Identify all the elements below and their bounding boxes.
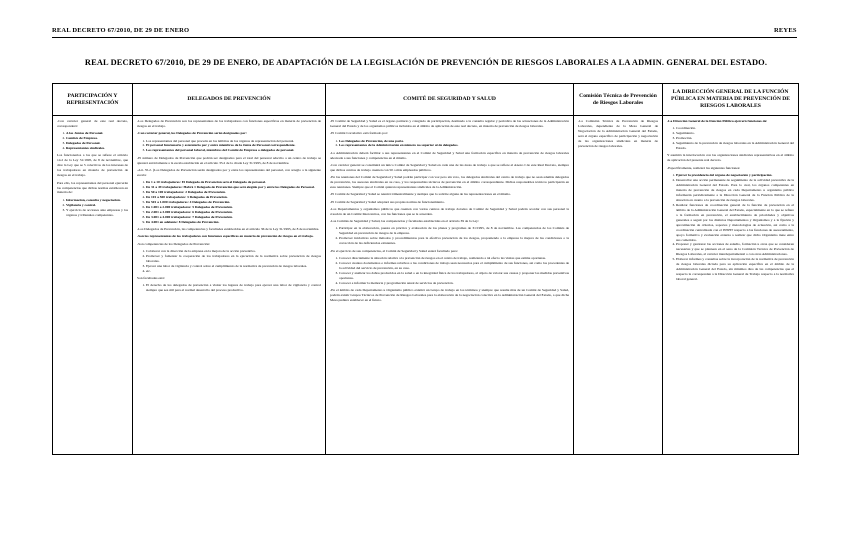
cell-direccion <box>663 116 799 455</box>
list-item: 1. El derecho de los delegados de prevención a visitar los lugares de trabajo para ejercer una labor de vigilancia y control siempre que sea útil para el normal desarrollo del proceso productivo. <box>146 283 321 293</box>
paragraph: -Los Delegados de Prevención, las competencias y facultades establecidas en el artículo 36 de la Ley 31/1995, de 8 de noviembre. <box>137 227 320 232</box>
paragraph: -Art. 35.2. (Los Delegados de Prevención serán designados por y entre los representantes del personal, con arreglo a la siguiente escala: <box>137 167 321 177</box>
paragraph: -Específicamente, realizará las siguientes funciones: <box>667 165 741 170</box>
column-header-direccion: LA DIRECCIÓN GENERAL DE LA FUNCIÓN PÚBLICA EN MATERIA DE PREVENCIÓN DE RIESGOS LABORALES <box>663 84 799 116</box>
list-item: 1. A las Juntas de Personal. <box>66 131 128 136</box>
list-item: 5. Elaborar informes y consultas sobre la incorporación de la normativa de prevención de riesgos laborales dictada para su aplicación específica en el ámbito de la Administración General del Estado, sin mínimos dios de las competencias que el respecto le corresponden a la Dirección General de Trabajo respecto a la normativa laboral general. <box>676 257 794 282</box>
paragraph: -En el ejercicio de sus competencias, el Comité de Seguridad y Salud estará facultado para: <box>330 248 458 253</box>
paragraph: -Con carácter general de este real decreto, corresponderá: <box>57 119 128 128</box>
list-item: 3. Conocer y analizar los daños producidos en la salud o en la integridad física de los trabajadores, al objeto de valorar sus causas y proponer las medidas preventivas oportunas. <box>339 271 569 281</box>
header-rule <box>52 37 797 38</box>
summary-table <box>52 83 799 455</box>
list-item: 6. De 1.001 a 2.000 trabajadores: 5 Delegados de Prevención. <box>146 205 321 210</box>
list-item: 4. Representantes sindicales. <box>66 146 128 151</box>
list-item: 2. Promover y fomentar la cooperación de los trabajadores en la ejecución de la normativa sobre prevención de riesgos laborales. <box>146 254 321 264</box>
list-item: 1. Coordinación. <box>676 126 794 131</box>
paragraph: -Con carácter general, los Delegados de Prevención serán designados por: <box>137 131 247 136</box>
list-item: 9. De 4.001 en adelante: 8 Delegados de Prevención. <box>146 220 321 225</box>
list-item: 2. Los representantes de la Administración en número no superior al de delegados. <box>339 143 569 148</box>
list-item: 1. Colaborar con la dirección de la empresa en la mejora de la acción preventiva. <box>146 249 321 254</box>
paragraph: Los funcionarios a los que se refiere el artículo 14.2 de la Ley 31/1995, de 8 de noviembre, que dice la Ley que se 5 colectivos de los intereses de los trabajadores en materia de prevención de riesgos en el trabajo. <box>57 153 128 178</box>
list-item: 5. De 501 a 1.000 trabajadores: 4 Delegados de Prevención. <box>146 200 321 205</box>
cell-comision <box>574 116 663 455</box>
list-item: 2. Desarrollar una acción permanente de seguimiento de la actividad preventiva de la Administración General del Estado. Para lo cual, los órganos competentes en materia de prevención de riesgos en cada Departamento u organismo público informarán periódicamente a la Dirección General de la Función Pública de la situación en cuanto a la prevención de riesgos laborales. <box>676 178 794 203</box>
list-item: 2. Vigilancia y control. <box>66 203 128 208</box>
list-item: 3. De 50 a 100 trabajadores: 2 Delegados de Prevención. <box>146 190 321 195</box>
paragraph: -La Comisión Técnica de Prevención de Riesgos Laborales, dependiente de la Mesa General de Negociación de la Administración General del Estado, será el órgano específico de participación y negociación de las organizaciones sindicales en materia de prevención de riesgos laborales. <box>578 119 658 148</box>
list-item: 1. Conocer directamente la situación relativa a la prevención de riesgos en el centro de trabajo, realizando a tal efecto las visitas que estime oportunas. <box>339 256 569 261</box>
list-item: 4. De 101 a 500 trabajadores: 3 Delegados de Prevención. <box>146 195 321 200</box>
paragraph: -El Comité de Seguridad y Salud adoptará sus propias normas de funcionamiento. <box>330 199 445 204</box>
paragraph: -El número de Delegados de Prevención que podrán ser designados para el total del personal adscrito a un centro de trabajo se ajustará estrictamente a la escala establecida en el artículo 35.2 de la citada Ley 31/1995, de 8 de noviembre. <box>137 155 321 165</box>
paragraph: -Son los representantes de los trabajadores con funciones específicas en materia de prevención de riesgos en el trabajo. <box>137 234 314 239</box>
list-item: 3. Delegados de Personal. <box>66 141 128 146</box>
cell-delegados <box>133 116 326 455</box>
paragraph: -Son competencias de los Delegados de Prevención: <box>137 241 211 246</box>
list-item: 2. De 31 a 49 trabajadores: Habrá 1 Delegado de Prevención que será elegido por y entre los Delegados de Personal. <box>146 185 321 190</box>
list-item: 1. Información, consulta y negociación. <box>66 198 128 203</box>
header-left: REAL DECRETO 67/2010, DE 29 DE ENERO <box>52 27 190 34</box>
paragraph: -El Comité Correlativo está formado por: <box>330 131 388 136</box>
list-item: 4. etc. <box>146 269 321 274</box>
list-item: 2. Comités de Empresa. <box>66 136 128 141</box>
paragraph: Son facultades está: <box>137 276 165 281</box>
list-item: 2. El personal funcionario y estatutario por y entre miembros de la Junta de Personal correspondiente. <box>146 143 321 148</box>
paragraph: -En el ámbito de cada Departamento u Organismo público existirá un Grupo de trabajo en los términos y siempre que resulte más de un Comité de Seguridad y Salud, podrán existir Grupos Técnicos de Prevención de Riesgos Laborales para la elaboración de la negociación colectiva en la Administración General del Estado, a que dicha Mesa pudiera establecer en el futuro. <box>330 287 569 302</box>
list-item: 3. Y ejercicio de acciones ante empresas y los órganos y tribunales competentes. <box>66 208 128 218</box>
column-header-comite: COMITÉ DE SEGURIDAD Y SALUD <box>326 84 574 116</box>
list-item: 1. De 1 a 10 trabajadores: El Delegado de Prevención será el Delegado de personal. <box>146 180 321 185</box>
list-item: 7. De 2.001 a 3.000 trabajadores: 6 Delegados de Prevención. <box>146 210 321 215</box>
list-item: 8. De 3.001 a 4.000 trabajadores: 7 Delegados de Prevención. <box>146 215 321 220</box>
paragraph: -El Comité de Seguridad y Salud es el órgano paritario y colegiado de participación, destinado a la consulta regular y periódica de las actuaciones de la Administración General del Estado y de los organismos públicos incluidos en el ámbito de aplicación de este real decreto, en materia de prevención de riesgos laborales. <box>330 119 569 128</box>
paragraph: Y asumirá la interlocución con las organizaciones sindicales representativas en el ámbito de aplicación del presente real decreto. <box>667 153 794 163</box>
paragraph: -El Comité de Seguridad y Salud se reunirá trimestralmente y siempre que lo solicite alguna de las representaciones en el mismo. <box>330 192 511 197</box>
list-item: 3. Realizar funciones de coordinación general de la función de prevención en el ámbito de la Administración General del Estado, especialmente en lo que se refiere a la formación en prevención, el establecimiento de prioridades y objetivos generales a seguir por los distintos Departamentos y Organismos y a la fijación y aproximación de criterios, soportes y metodologías de actuación, así como a la coordinación centralizada con el INSHT respecto a las funciones de asesoramiento, apoyo formativo y evaluación externa a realizar que dicho Organismo tiene entre sus cometidos. <box>676 203 794 243</box>
list-item: 1. Ejercer la presidencia del órgano de negociación y participación. <box>676 173 794 178</box>
list-item: 2. Seguimiento. <box>676 131 794 136</box>
list-item: 2. Promover iniciativas sobre métodos y procedimientos para la efectiva prevención de los riesgos, proponiendo a la empresa la mejora de las condiciones o la corrección de las deficiencias existentes. <box>339 236 569 246</box>
column-header-participacion: PARTICIPACIÓN Y REPRESENTACIÓN <box>53 84 133 116</box>
list-item: 1. Los representantes del personal que proceda en los ámbitos de los órganos de representación del personal. <box>146 139 321 144</box>
list-item: 2. Conocer cuantos documentos e informes relativos a las condiciones de trabajo sean necesarios para el cumplimiento de sus funciones, así como los procedentes de la actividad del servicio de prevención, en su caso. <box>339 261 569 271</box>
list-item: 4. Proponer y gestionar las acciones de estudio, formación u otras que se consideren necesarias y que se planteen en el seno de la Comisión Técnica de Prevención de Riesgos Laborales, al carácter interdepartamental o con otras Administraciones. <box>676 242 794 257</box>
paragraph: -Las Comités de Seguridad y Salud, las competencias y facultades establecidas en el artículo 39 de la Ley: <box>330 219 479 224</box>
paragraph: -Los Departamentos y organismos públicos que cuenten con varios centros de trabajo dotados de Comité de Seguridad y Salud podrán acordar con sus personal la creación de un Comité Intercentros, con las funciones que se le acuerden. <box>330 206 569 216</box>
paragraph: -La Administración deberá facilitar a sus representantes en el Comité de Seguridad y Salud una formación específica en materia de prevención de riesgos laborales adecuada a sus funciones y competencias en el mismo. <box>330 150 569 160</box>
list-item: 3. Los representantes del personal laboral, miembros del Comité de Empresa o delegados de personal. <box>146 148 321 153</box>
list-item: 3. Ejercer una labor de vigilancia y control sobre el cumplimiento de la normativa de prevención de riesgos laborales. <box>146 264 321 269</box>
list-item: 1. Los Delegados de Prevención, de una parte. <box>339 139 569 144</box>
paragraph: -Los Delegados de Prevención son los representantes de los trabajadores con funciones específicas en materia de prevención de riesgos en el trabajo. <box>137 119 321 128</box>
paragraph: -La Dirección General de la Función Pública ejercerá funciones de: <box>667 119 768 123</box>
paragraph: -En las reuniones del Comité de Seguridad y Salud podrán participar con voz pero sin voto, los delegados sindicales del centro de trabajo que no sean además delegados de prevención, los asesores sindicales en su caso, y los responsables técnicos de prevención en el ámbito correspondiente. Dichas responsables técnicos participarán en esas reuniones. Siempre que el Comité quieran representantes sindicales de la Administración. <box>330 175 569 190</box>
cell-participacion <box>53 116 133 455</box>
list-item: 1. Participar en la elaboración, puesta en práctica y evaluación de los planes y programas de 31/1995, de 8 de noviembre. Las competencias de los Comités de Seguridad en prevención de riesgos de la empresa. <box>339 226 569 236</box>
paragraph: Para ello, los representantes del personal ejercerán las competencias que dichas normas establecen en materia de: <box>57 180 128 195</box>
paragraph: -Con carácter general se constituirá un único Comité de Seguridad y Salud en cada una de las áreas de trabajo a que se refiere el Anexo I de este Real Decreto, siempre que dichos centros de trabajo cuenten con 50 o más empleados públicos. <box>330 162 569 172</box>
list-item: 4. Conocer e informar la memoria y programación anual de servicios de prevención. <box>339 281 569 286</box>
header-right: REYES <box>774 27 797 34</box>
column-header-comision: Comisión Técnica de Prevención de Riesgos Laborales <box>574 84 663 116</box>
column-header-delegados: DELEGADOS DE PREVENCIÓN <box>133 84 326 116</box>
document-title: REAL DECRETO 67/2010, DE 29 DE ENERO, DE ADAPTACIÓN DE LA LEGISLACIÓN DE PREVENCIÓN DE RIESGOS LABORALES A LA ADMIN. GENERAL DEL ESTADO. <box>84 58 768 67</box>
list-item: 4. Seguimiento de la prevención de riesgos laborales en la Administración General del Estado. <box>676 141 794 151</box>
cell-comite <box>326 116 574 455</box>
list-item: 3. Promoción. <box>676 136 794 141</box>
